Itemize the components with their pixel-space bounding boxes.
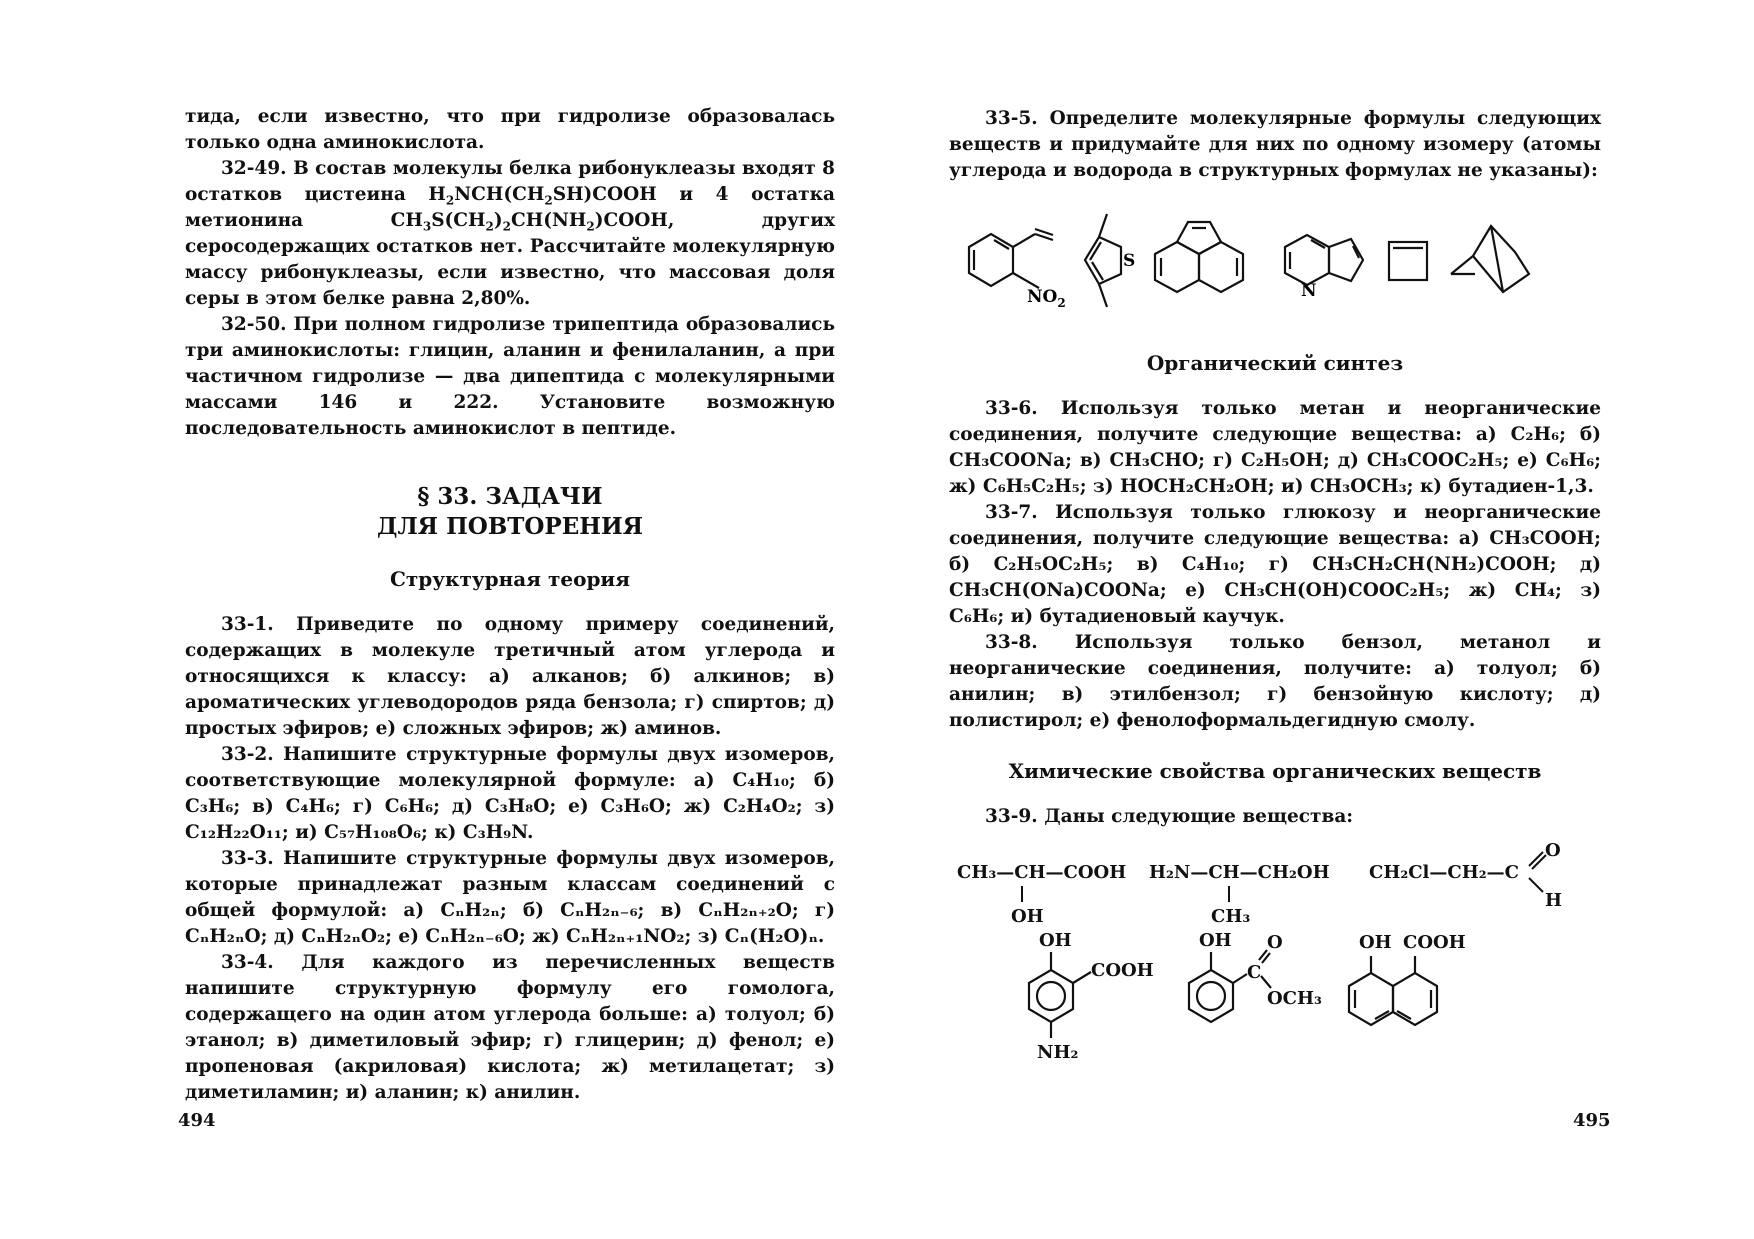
problem-text: Для каждого из перечисленных веществ напишите структурную формулу его гомолога, содержащего на один атом углерода больше: а) толуол; б) этанол; в) диметиловый эфир; г) глицерин; д) фенол; е) пропеновая (акриловая) кислота; ж) метилацетат; з) диметиламин; и) аланин; к) анилин. [185,952,835,1103]
right-page [877,0,1754,1239]
problem-33-8 [949,630,1601,734]
methyl-salicylate-o: O [1267,932,1283,953]
nitrostyrene-structure [969,229,1053,288]
subheading-structural-theory: Структурная теория [389,567,631,591]
problem-33-9 [949,804,1601,830]
formula-chloropropanal-h: H [1545,890,1563,911]
left-text-column [185,104,835,1106]
problem-33-2 [185,742,835,846]
formula-alaninol-ch3: CH₃ [1211,906,1251,927]
problem-number: 32-49. [221,158,287,179]
section-title [185,482,835,542]
problem-33-4 [185,950,835,1106]
naphthoic-oh: OH [1359,932,1392,953]
paragraph-continuation: тида, если известно, что при гидролизе образовалась только одна аминокислота. [185,106,835,153]
problem-number: 33-2. [221,744,274,765]
problem-text: В состав молекулы белка рибонуклеазы входят 8 остатков цистеина H [185,158,835,205]
formula-alaninol: H₂N—CH—CH₂OH [1149,862,1330,883]
problem-text: Напишите структурные формулы двух изомеров, которые принадлежат разным классам соединений с общей формулой: а) CₙH₂ₙ; б) CₙH₂ₙ₋₆; в) CₙH₂ₙ₊₂O; г) CₙH₂ₙO; д) CₙH₂ₙO₂; е) CₙH₂ₙ₋₆O; ж) CₙH₂ₙ₊₁NO₂; з) Cₙ(H₂O)ₙ. [185,848,835,947]
problem-text: SH)COOH и 4 остатка метионина CH [185,184,835,231]
nitrogen-label: N [1301,281,1317,301]
page-number-right: 495 [1573,1110,1611,1131]
sulfur-label: S [1123,251,1136,271]
section-title-line2: ДЛЯ ПОВТОРЕНИЯ [377,513,643,540]
problem-number: 33-1. [221,614,274,635]
thiophene-structure [1085,214,1121,307]
section-title-line1: § 33. ЗАДАЧИ [417,483,603,510]
problem-text: Даны следующие вещества: [1037,806,1354,827]
problem-text: Используя только метан и неорганические соединения, получите следующие вещества: а) C₂H₆; б) CH₃COONa; в) CH₃CHO; г) C₂H₅OH; д) CH₃COOC₂H₅; е) C₆H₆; ж) C₆H₅C₂H₅; з) HOCH₂CH₂OH; и) CH₃OCH₃; к) бутадиен-1,3. [949,398,1601,497]
methyl-salicylate-c: C [1247,962,1262,983]
skeletal-structures [949,192,1601,332]
formula-lactic-acid-oh: OH [1011,906,1044,927]
problem-number: 33-6. [985,398,1038,419]
problem-text: )COOH, других серосодержащих остатков нет. Рассчитайте молекулярную массу рибонуклеазы, если известно, что массовая доля серы в этом белке равна 2,80%. [185,210,835,309]
naphthoic-cooh: COOH [1403,932,1466,953]
problem-number: 33-8. [985,632,1038,653]
problem-number: 33-9. [985,806,1038,827]
problem-number: 33-5. [985,108,1038,129]
aminosalicylic-nh2: NH₂ [1037,1042,1079,1063]
cyclobutene-structure [1389,242,1427,280]
problem-33-7 [949,500,1601,630]
problem-33-1 [185,612,835,742]
problem-text: S(CH [431,210,486,231]
methyl-salicylate-och3: OCH₃ [1267,988,1322,1009]
problem-text: ) [493,210,503,231]
problem-text: Используя только глюкозу и неорганические соединения, получите следующие вещества: а) CH₃COOH; б) C₂H₅OC₂H₅; в) C₄H₁₀; г) CH₃CH₂CH(NH₂)COOH; д) CH₃CH(ONa)COONa; е) CH₃CH(OH)COOC₂H₅; ж) CH₄; з) C₆H₆; и) бутадиеновый каучук. [949,502,1601,627]
phenanthrene-structure [1155,222,1243,292]
right-text-column [949,106,1601,1098]
problem-number: 32-50. [221,314,287,335]
compound-formulas [949,838,1601,1098]
problem-32-50 [185,312,835,442]
problem-33-3 [185,846,835,950]
page-number-left: 494 [178,1110,216,1131]
problem-number: 33-7. [985,502,1038,523]
aminosalicylic-oh: OH [1039,930,1072,951]
subheading-chemical-properties: Химические свойства органических веществ [1008,759,1542,783]
problem-text: При полном гидролизе трипептида образовались три аминокислоты: глицин, аланин и фенилаланин, а при частичном гидролизе — два дипептида с молекулярными массами 146 и 222. Установите возможную последовательность аминокислот в пептиде. [185,314,835,439]
problem-33-5 [949,106,1601,184]
problem-text: Приведите по одному примеру соединений, содержащих в молекуле третичный атом углерода и относящихся к классу: а) алканов; б) алкинов; в) ароматических углеводородов ряда бензола; г) спиртов; д) простых эфиров; е) сложных эфиров; ж) аминов. [185,614,835,739]
norbornane-structure [1451,226,1529,292]
problem-33-6 [949,396,1601,500]
problem-text: NCH(CH [454,184,545,205]
no2-label: $NO_2$ [1027,287,1066,310]
formula-chloropropanal: CH₂Cl—CH₂—C [1369,862,1519,883]
problem-text: Определите молекулярные формулы следующих веществ и придумайте для них по одному изомеру (атомы углерода и водорода в структурных формулах не указаны): [949,108,1601,181]
subheading-organic-synthesis: Органический синтез [1146,351,1404,375]
methyl-salicylate-ring [1189,970,1233,1022]
formula-lactic-acid: CH₃—CH—COOH [957,862,1127,883]
cyclopentapyridine-structure [1285,235,1363,285]
problem-number: 33-4. [221,952,274,973]
methyl-salicylate-oh: OH [1199,930,1232,951]
aminosalicylic-cooh: COOH [1091,960,1154,981]
aminosalicylic-ring [1029,970,1073,1022]
formula-chloropropanal-o: O [1545,840,1561,861]
problem-text: Используя только бензол, метанол и неорганические соединения, получите: а) толуол; б) анилин; в) этилбензол; г) бензойную кислоту; д) полистирол; е) фенолоформальдегидную смолу. [949,632,1601,731]
problem-text: Напишите структурные формулы двух изомеров, соответствующие молекулярной формуле: а) C₄H₁₀; б) C₃H₆; в) C₄H₆; г) C₆H₆; д) C₃H₈O; е) C₃H₆O; ж) C₂H₄O₂; з) C₁₂H₂₂O₁₁; и) C₅₇H₁₀₈O₆; к) C₃H₉N. [185,744,835,843]
problem-32-49: 32-49. В состав молекулы белка рибонуклеазы входят 8 остатков цистеина $H_2NCH(CH_2SH)COOH$ и 4 остатка метионина $CH_3S(CH_2)_2CH(NH_2)COOH$, других серосодержащих остатков нет. Рассчитайте молекулярную массу рибонуклеазы, если известно, что массовая доля серы в этом белке равна 2,80%. [185,158,835,309]
problem-number: 33-3. [221,848,274,869]
problem-text: CH(NH [511,210,587,231]
